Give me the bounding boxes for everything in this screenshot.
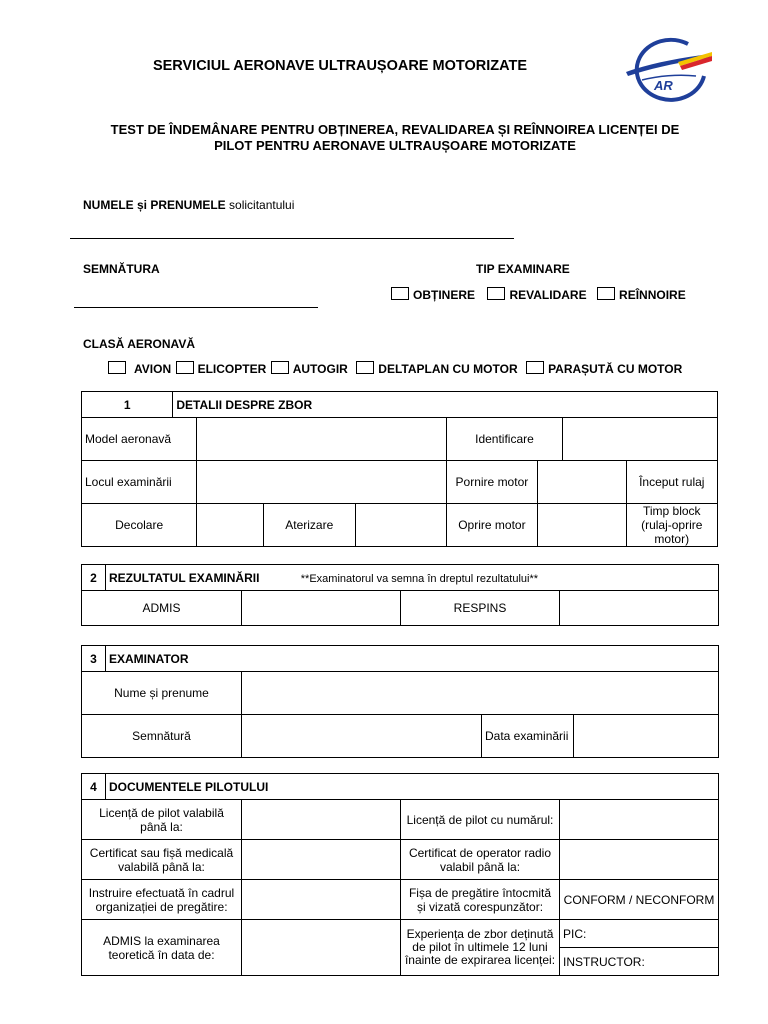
training-record-label: Fișa de pregătire întocmită și vizată corespunzător: xyxy=(401,880,560,920)
landing-label: Aterizare xyxy=(263,504,355,547)
license-valid-label: Licență de pilot valabilă până la: xyxy=(82,800,242,840)
section2-header xyxy=(106,565,719,591)
instructor-field[interactable] xyxy=(560,948,719,976)
checkbox-reinnoire[interactable] xyxy=(597,287,615,300)
theory-date-field[interactable] xyxy=(242,920,401,976)
section3-title: EXAMINATOR xyxy=(106,646,719,672)
section3-number: 3 xyxy=(82,646,106,672)
option-elicopter: ELICOPTER xyxy=(197,362,267,376)
aircraft-class-options xyxy=(108,360,682,378)
block-time-label: Timp block (rulaj-oprire motor) xyxy=(626,504,717,547)
form-title xyxy=(60,122,730,154)
exam-type-label: TIP EXAMINARE xyxy=(476,262,570,276)
section2-note: **Examinatorul va semna în dreptul rezultatului** xyxy=(300,572,539,585)
model-label: Model aeronavă xyxy=(82,418,197,461)
pic-label: PIC: xyxy=(563,926,587,941)
conform-option[interactable]: CONFORM / NECONFORM xyxy=(560,880,719,920)
ar-logo xyxy=(618,36,714,102)
signature-line[interactable] xyxy=(74,307,318,308)
engine-start-field[interactable] xyxy=(537,461,626,504)
option-revalidare: REVALIDARE xyxy=(509,288,587,302)
option-reinnoire: REÎNNOIRE xyxy=(619,288,686,302)
option-deltaplan: DELTAPLAN CU MOTOR xyxy=(378,362,518,376)
section1-title: DETALII DESPRE ZBOR xyxy=(173,392,718,418)
experience-label: Experiența de zbor deținută de pilot în ultimele 12 luni înainte de expirarea licenței: xyxy=(401,920,560,976)
checkbox-deltaplan[interactable] xyxy=(356,361,374,374)
checkbox-revalidare[interactable] xyxy=(487,287,505,300)
passed-signature-field[interactable] xyxy=(242,591,401,626)
org-title: SERVICIUL AERONAVE ULTRAUȘOARE MOTORIZATE xyxy=(152,58,528,74)
applicant-name-label xyxy=(83,198,294,212)
passed-label: ADMIS xyxy=(82,591,242,626)
radio-label: Certificat de operator radio valabil până la: xyxy=(401,840,560,880)
section4-number: 4 xyxy=(82,774,106,800)
theory-label: ADMIS la examinarea teoretică în data de: xyxy=(82,920,242,976)
exam-date-field[interactable] xyxy=(574,715,719,758)
form-title-line2: PILOT PENTRU AERONAVE ULTRAUȘOARE MOTORIZATE xyxy=(214,138,576,153)
name-label-rest: solicitantului xyxy=(229,198,295,212)
aircraft-class-label: CLASĂ AERONAVĂ xyxy=(83,337,196,351)
section2-title: REZULTATUL EXAMINĂRII xyxy=(109,570,260,585)
exam-location-label: Locul examinării xyxy=(82,461,197,504)
section2-number: 2 xyxy=(82,565,106,591)
engine-stop-label: Oprire motor xyxy=(447,504,537,547)
section3-examiner xyxy=(81,645,719,758)
option-avion: AVION xyxy=(134,362,172,376)
checkbox-autogir[interactable] xyxy=(271,361,289,374)
examiner-name-label: Nume și prenume xyxy=(82,672,242,715)
option-parasuta: PARAȘUTĂ CU MOTOR xyxy=(548,362,683,376)
exam-location-field[interactable] xyxy=(197,461,447,504)
license-number-field[interactable] xyxy=(560,800,719,840)
license-valid-field[interactable] xyxy=(242,800,401,840)
option-obtinere: OBȚINERE xyxy=(413,288,476,302)
failed-label: RESPINS xyxy=(401,591,560,626)
pic-field[interactable] xyxy=(560,920,719,948)
model-field[interactable] xyxy=(197,418,447,461)
exam-date-label: Data examinării xyxy=(482,715,574,758)
checkbox-obtinere[interactable] xyxy=(391,287,409,300)
medical-field[interactable] xyxy=(242,840,401,880)
radio-field[interactable] xyxy=(560,840,719,880)
section2-exam-result xyxy=(81,564,719,626)
checkbox-parasuta[interactable] xyxy=(526,361,544,374)
landing-field[interactable] xyxy=(355,504,446,547)
section4-title: DOCUMENTELE PILOTULUI xyxy=(106,774,719,800)
logo-text: AR xyxy=(654,78,673,93)
signature-label: SEMNĂTURA xyxy=(83,262,160,276)
applicant-name-line[interactable] xyxy=(70,238,514,239)
section4-pilot-documents xyxy=(81,773,719,976)
name-label-bold: NUMELE și PRENUMELE xyxy=(83,198,226,212)
taxi-start-label: Început rulaj xyxy=(626,461,717,504)
section1-number: 1 xyxy=(82,392,173,418)
examiner-signature-field[interactable] xyxy=(242,715,482,758)
training-field[interactable] xyxy=(242,880,401,920)
identification-label: Identificare xyxy=(447,418,562,461)
license-number-label: Licență de pilot cu numărul: xyxy=(401,800,560,840)
form-title-line1: TEST DE ÎNDEMÂNARE PENTRU OBȚINEREA, REVALIDAREA ȘI REÎNNOIREA LICENȚEI DE xyxy=(110,122,680,137)
identification-field[interactable] xyxy=(562,418,717,461)
option-autogir: AUTOGIR xyxy=(292,362,348,376)
takeoff-field[interactable] xyxy=(197,504,263,547)
section1-flight-details xyxy=(81,391,718,547)
failed-signature-field[interactable] xyxy=(560,591,719,626)
instructor-label: INSTRUCTOR: xyxy=(563,954,645,969)
checkbox-elicopter[interactable] xyxy=(176,361,194,374)
engine-stop-field[interactable] xyxy=(537,504,626,547)
takeoff-label: Decolare xyxy=(82,504,197,547)
medical-label: Certificat sau fișă medicală valabilă până la: xyxy=(82,840,242,880)
checkbox-avion[interactable] xyxy=(108,361,126,374)
examiner-signature-label: Semnătură xyxy=(82,715,242,758)
training-label: Instruire efectuată în cadrul organizației de pregătire: xyxy=(82,880,242,920)
examiner-name-field[interactable] xyxy=(242,672,719,715)
engine-start-label: Pornire motor xyxy=(447,461,537,504)
exam-type-options xyxy=(391,286,686,304)
